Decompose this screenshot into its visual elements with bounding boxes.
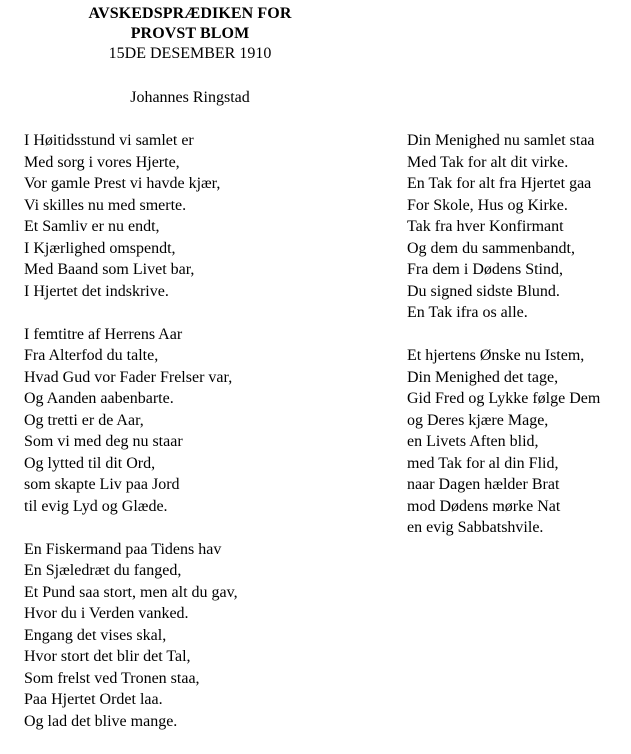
stanza	[24, 130, 384, 302]
poem-line: En Tak ifra os alle.	[407, 304, 528, 321]
poem-line: Fra Alterfod du talte,	[24, 347, 159, 364]
poem-line: I Høitidsstund vi samlet er	[24, 132, 194, 149]
poem-line: I femtitre af Herrens Aar	[24, 325, 183, 343]
poem-line: mod Dødens mørke Nat	[407, 497, 561, 515]
poem-line: I Hjertet det indskrive.	[24, 282, 169, 300]
poem-line: Som vi med deg nu staar	[24, 433, 183, 450]
date-line: 15DE DESEMBER 1910	[108, 45, 272, 62]
poem-line: Hvad Gud vor Fader Frelser var,	[24, 368, 233, 386]
stanza	[407, 130, 631, 324]
poem-line: Tak fra hver Konfirmant	[407, 218, 564, 235]
poem-column-right	[407, 130, 631, 560]
poem-column-left	[24, 130, 384, 754]
poem-line: en Livets Aften blid,	[407, 433, 539, 450]
poem-line: En Fiskermand paa Tidens hav	[24, 540, 222, 558]
poem-line: til evig Lyd og Glæde.	[24, 497, 168, 515]
poem-line: En Sjæledræt du fanged,	[24, 562, 182, 579]
document-header	[0, 4, 380, 64]
poem-line: som skapte Liv paa Jord	[24, 476, 180, 493]
stanza	[407, 345, 631, 539]
poem-line: Engang det vises skal,	[24, 626, 167, 644]
poem-line: Og tretti er de Aar,	[24, 411, 144, 429]
stanza	[24, 539, 384, 733]
title-line-2: PROVST BLOM	[130, 25, 250, 42]
poem-line: Hvor du i Verden vanked.	[24, 605, 189, 622]
poem-line: naar Dagen hælder Brat	[407, 476, 560, 493]
poem-line: En Tak for alt fra Hjertet gaa	[407, 175, 592, 192]
poem-line: Vor gamle Prest vi havde kjær,	[24, 175, 221, 192]
poem-line: en evig Sabbatshvile.	[407, 519, 544, 536]
poem-line: Fra dem i Dødens Stind,	[407, 261, 563, 278]
poem-line: Med sorg i vores Hjerte,	[24, 153, 180, 171]
poem-line: Du signed sidste Blund.	[407, 282, 560, 300]
poem-line: Et hjertens Ønske nu Istem,	[407, 347, 585, 364]
poem-line: Hvor stort det blir det Tal,	[24, 648, 191, 665]
poem-line: Og dem du sammenbandt,	[407, 239, 575, 257]
poem-line: Gid Fred og Lykke følge Dem	[407, 390, 601, 407]
poem-line: For Skole, Hus og Kirke.	[407, 196, 568, 214]
poem-line: Din Menighed det tage,	[407, 368, 559, 386]
poem-line: med Tak for al din Flid,	[407, 454, 559, 472]
poem-line: Paa Hjertet Ordet laa.	[24, 691, 163, 708]
poem-line: Et Samliv er nu endt,	[24, 218, 160, 235]
poem-line: og Deres kjære Mage,	[407, 411, 549, 429]
poem-line: I Kjærlighed omspendt,	[24, 239, 176, 257]
poem-line: Med Baand som Livet bar,	[24, 261, 195, 278]
poem-line: Din Menighed nu samlet staa	[407, 132, 595, 149]
poem-line: Et Pund saa stort, men alt du gav,	[24, 583, 238, 601]
title-line-1: AVSKEDSPRÆDIKEN FOR	[88, 5, 292, 22]
poem-line: Med Tak for alt dit virke.	[407, 153, 569, 171]
poem-line: Vi skilles nu med smerte.	[24, 196, 187, 214]
author-name: Johannes Ringstad	[130, 89, 250, 106]
poem-line: Og lad det blive mange.	[24, 712, 178, 730]
poem-line: Og Aanden aabenbarte.	[24, 390, 174, 407]
poem-line: Og lytted til dit Ord,	[24, 454, 156, 472]
stanza	[24, 324, 384, 518]
poem-line: Som frelst ved Tronen staa,	[24, 669, 200, 687]
